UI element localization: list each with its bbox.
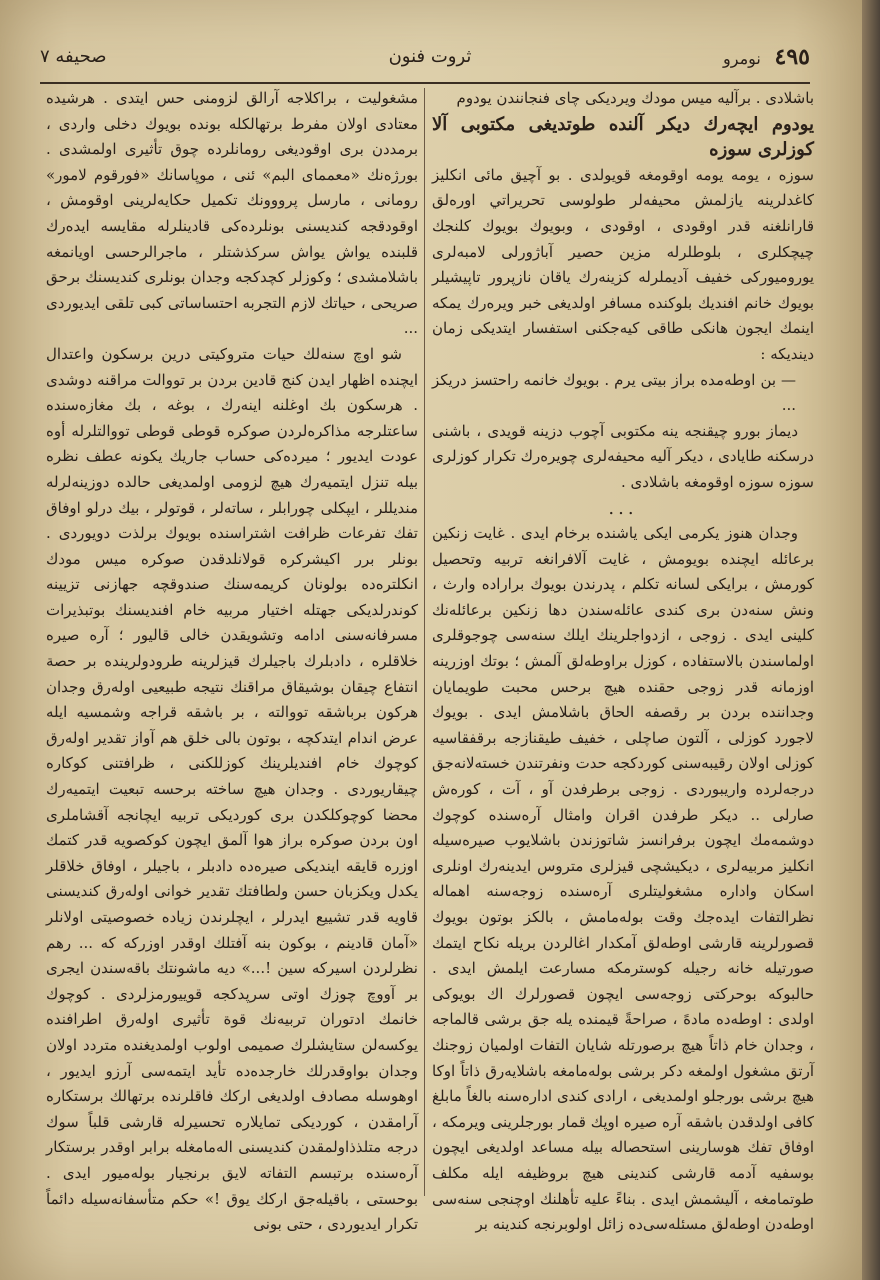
left-column	[46, 86, 418, 1234]
journal-title: ثروت فنون	[388, 46, 472, 67]
paragraph: مشغوليت ، براكلاجه آرالق لزومنى حس ايتدى . هرشيده معتادى اولان مفرط برتهالكله بونده بويوك دخلى واردى ، برمددن برى اوقوديغى رومانلرده چوق تأثيرى اولمشدى . بورژەنك «معمماى البم‌» ئنى ، موپاسانك «فورقوم لامور» رومانى ، مارسل پرووونك تكميل حكايه‌لرينى اوقومش ، اوقودقجه كنديسنى بونلرده‌كى قادينلرله مقايسه ايدەرك قلبنده يواش يواش سركذشتلر ، ماجرالرحسى اويانمغه باشلامشدى ؛ وكوزلر كچدكجه وجدان بونلرى كنديسنك برحق صريحى ، حياتك لازم التجربه احتساساتى كبى تلقى ايديوردى ...	[46, 89, 418, 338]
dialogue-line: — بن اوطه‌مده براز بيتى يرم . بويوك خانمه راحتسز دريكز ...	[432, 370, 796, 415]
page-number-block	[723, 44, 810, 70]
paragraph: سوزه ، يومه يومه اوقومغه قويولدى . بو آچيق مائى انكليز كاغدلرينه يازلمش محيفه‌لر طولوسى تحريراتي اورەلق قارانلغنه قدر اوقودى ، اوقودى ، وبويوك بويوك كلنجك چيچكلرى ، بلوطلرله مزين حصير آباژورلى لامبه‌لرى يوروميوركى خفيف آديملرله كزينه‌رك ياقان نازپرور تاپيشيلر بويوك خانم افنديك بلوكنده مسافر اولديغى خبر ويرەرك يمكه اينمك ايجون هانكى طاقى كيەجكنى استفسار ايتديكى زمان دينديكه :	[432, 165, 814, 363]
column-divider	[424, 88, 425, 1196]
paragraph: باشلادى . برآليه ميس مودك ويرديكى چاى فنجانندن يودوم	[456, 89, 814, 107]
section-separator: ...	[608, 497, 638, 519]
header-rule	[40, 82, 810, 84]
issue-label: نومرو	[723, 49, 761, 68]
book-binding	[862, 0, 880, 1280]
paragraph: وجدان هنوز يكرمى ايكى ياشنده برخام ايدى . غايت زنكين برعائله ايچنده بويومش ، غايت آلافرانغه تربيه وتحصيل كورمش ، برايكى لسانه تكلم ، پدرندن بويوك براراده وارث ، ونش سنه‌دن برى كندى عائله‌سندن دها زنكين برعائله‌نك كلينى ايدى . زوجى ، ازدواجلرينك ايلك سنه‌سى چوجوقلرى اولماسندن بالاستفاده ، كوزل براوطه‌لق آلمش ؛ بوتك اوزرينه اوزمانه قدر زوجى حقنده هيچ برحس محبت طويمايان وجداننده بردن بر رقصفه الحاق باشلامش ايدى . بويوك لاجورد كوزلى ، آلتون صاچلى ، خفيف طيقنازجه برقفقاسيه كوزلى اولان رقيبه‌سنى كوردكجه حدت ونفرتندن خسته‌لانه‌جق درجه‌لرده واريبوردى . زوجى برطرفدن آو ، آت ، كورەش صارلى .. ديكر طرفدن اقران وامثال آره‌سنده كوچوك دوشمه‌مك ايچون برفرانسز شاتوزندن باشلايوب صيره‌سيله انكليز مربيه‌لرى ، ديكيشچى قيزلرى متروس ايدينه‌رك اونلرى اسكان واداره مشغوليتلرى آره‌سنده زوجه‌سنه اهماله نظرالتفات ايدەجك وقت بولەمامش ، بالكز بوتون بويوك قصورلرينه قارشى اوطه‌لق آمكدار اغالردن بريله نكاح ايتمك صورتيله خانه رجيله كوسترمكه مسارعت ايلمش ايدى . حالبوكه بوحركتى زوجه‌سى ايچون قصورلرك اك بويوكى اولدى : اوطه‌ده ماده‌ً ، صراحةً قيمنده يله جق برشى قالماجه ، وجدان خام ذاتاً هيچ برصورتله شايان التفات اولميان زوجنك آرتق مشغول اولمغه دكر برشى بولەمامغه باشلايەرق ذاتاً اوكا هيچ برشى بورجلو اولمديغى ، ارادى كندى اداره‌سنه بالغاً مابلغ كافى اولدقدن باشقه آره صيره اوپك قمار بورجلرينى ويرمكه ، اوفاق تفك هوسارينى استحصاله بيله مساعد اولديغى ايچون بوسفيه آدمه قارشى كندينى هيچ بروظيفه ايله مكلف طوتمامغه ، آليشمش ايدى . بناءً عليه تأهلنك اوچنجى سنه‌سى اوطه‌دن اوطه‌لق مسئله‌سى‌ده زائل اولوبرنجه كندينه بر	[432, 524, 814, 1234]
page-header	[40, 40, 810, 80]
paragraph: شو اوچ سنه‌لك حيات متروكيتى درين برسكون واعتدال ايچنده اظهار ايدن كنج قادين بردن بر تووالت مراقنه دوشدى . هرسكون بك اوغلنه اينه‌رك ، بوغه ، بك مغازه‌سنده ساعتلرجه مذاكره‌لردن صوكره قوطى قوطى تووالتلرله أوه عودت ايديور ؛ ميرده‌كى حساب جاريك يكونه عطف نظره بيله تنزل ايتميەرك هيچ لزومى اولمديغى حالده دوزينه‌لرله منديللر ، ايپكلى چورابلر ، ساتەلر ، قوتولر ، بيك درلو اوفاق تفك تفرعات ظرافت اشتراسنده بويوك برلذت دويوردى . بونلر برر اكيشرکره قولانلدقدن صوكره ميس مودك انكلتره‌ده بولونان كريمه‌سنك صندوقچه جهازنى تزيينه كوندرلديكى جهتله اختيار مربيه خام افنديسنك بوتبذيرات مسرفانه‌سنى ادامه وتشويقدن خالى قاليور ؛ آره صيره خلاقلره ، دادبلرك باجيلرك قيزلرينه طرودولرينده بر حصة انتفاع چيقان بوشيقاق مراقنك نتيجه‌ طبيعيى اولەرق وجدان هركون برباشقه تووالته ، بر باشقه قراجه وشمسيه ايله عرض اندام ايتدكچه ، بوتون بالى خلق هم آواز تقدير اولەرق كوچوك خام افنديلرينك كوزللكنى ، ظرافتنى كوكاره چيقاريوردى . وجدان هيچ ساخته برحسه تبعيت ايتميەرك محضا كوچوكلكدن برى كورديكى تربيه ايچانجه آقشاملرى اون بردن صوكره براز هوا آلمق ايچون كوكصويه قدر كتمك اوزره قايقه اينديكى صيره‌ده دادبلر ، باجيلر ، اوفاق خلاقلر يكدل ويكزبان حسن ولطافتك تقدير خوانى اولەرق كنديسنى قاويه قدر تشييع ايدرلر ، ايچلرندن زياده خصوصيتى اولانلر «آمان قادينم ، بوكون بنه آفتلك اوقدر اوزركه كه ... رهم نظرلردن اسيركه سين !...» ديه ماشونتك باقه‌سندن ايجرى بر آووچ چوزك اوتى سرپدكجه قوييورمزلردى . كوچوك خانمك ادتوران تربيه‌نك قوة تأثيرى اولەرق اطرافنده يوكسه‌لن ستايشلرك صميمى اولوب اولمديغنده متردد اولان وجدان بواوقدرلك خارجده‌ده تأيد ايتمه‌سى آرزو ايديور ، اوهوسله مصادف اولديغى اركك فاقلرنده برتهالك برستكاره آرامقدن ، كورديكى تمايلاره تحسيرله قارشى قلباً سوك درجه متلذذاولمقدن كنديسنى الەمامغله برابر اوقدر برستكار آره‌سنده برتبسم التفاته لايق برنجيار بوله‌ميور ايدى . بوحستى ، باقيلەجق اركك يوق !» حكم متأسفانه‌سيله دائماً تكرار ايديوردى ، حتى بونى	[46, 344, 418, 1234]
paragraph: ديماز بورو چيقنجه ينه مكتوبى آچوب دزينه قويدى ، باشنى درسكنه طايادى ، ديكر آليه محيفه‌لرى چويرەرك تكرار كوزلرى سوزه سوزه اوقومغه باشلادى .	[432, 421, 814, 491]
leaf-number: صحيفه ٧	[40, 46, 107, 67]
page-number: ٤٩٥	[774, 44, 810, 70]
right-column	[432, 86, 814, 1234]
paragraph-emphasis: يودوم ايچەرك ديكر آلنده طوتديغى مكتوبى آلا كوزلرى سوزه	[432, 113, 814, 161]
